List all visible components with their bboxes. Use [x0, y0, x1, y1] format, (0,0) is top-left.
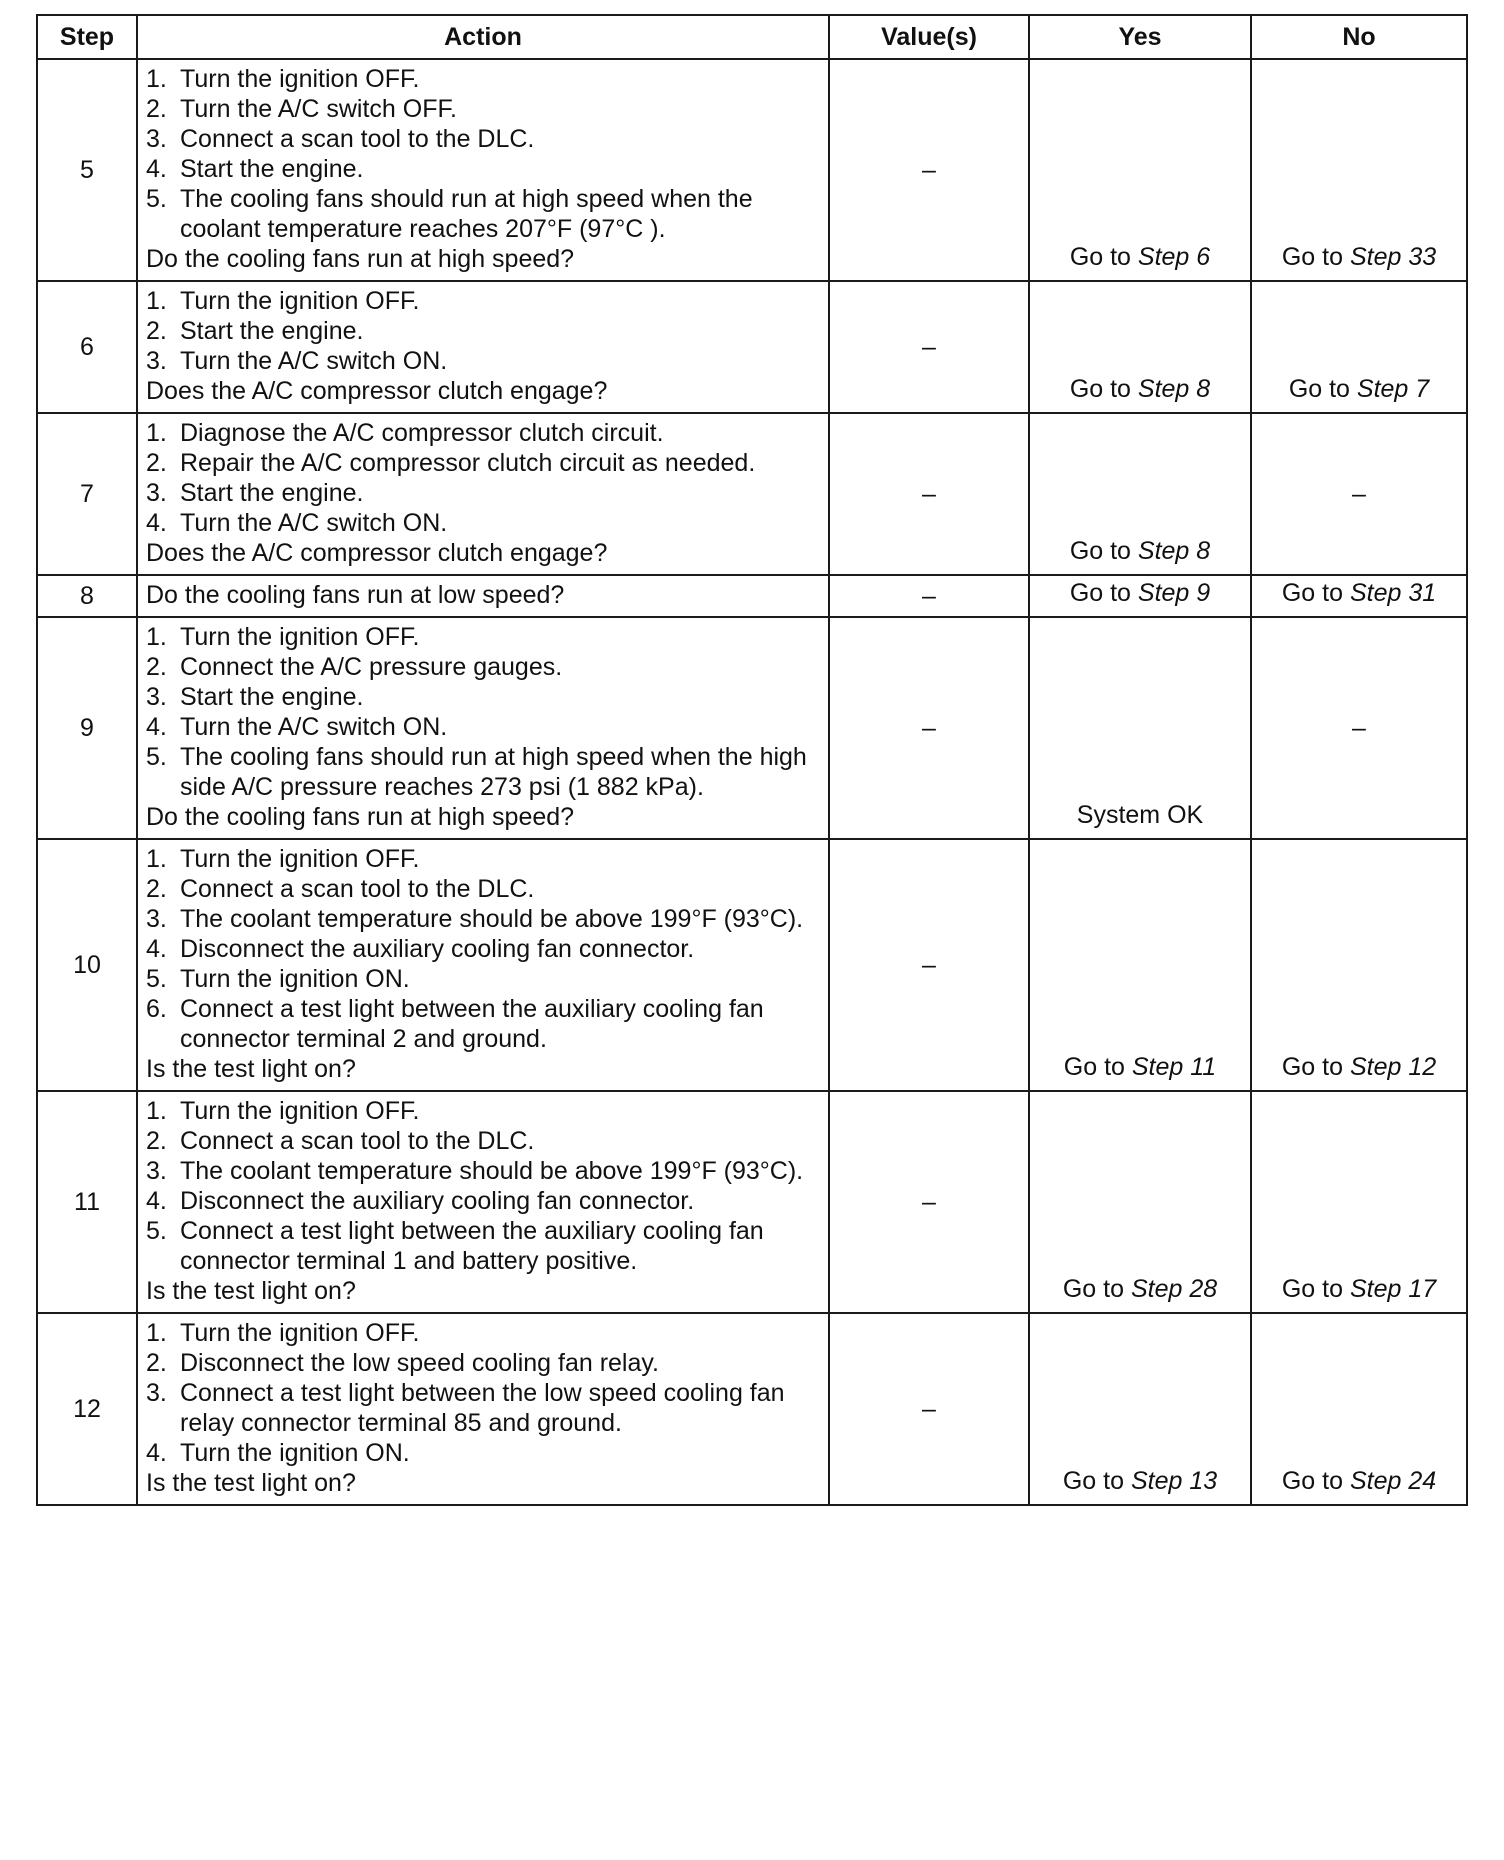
yes-goto-label: Go to [1062, 1275, 1131, 1303]
action-item-text: Turn the ignition ON. [180, 1439, 410, 1467]
value-cell: – [829, 839, 1029, 1091]
action-item-number: 4. [146, 1187, 167, 1215]
yes-goto-label: Go to [1069, 243, 1138, 271]
no-goto-step: Step 12 [1349, 1053, 1437, 1081]
action-item [146, 934, 820, 964]
action-item [146, 154, 820, 184]
yes-goto-label: Go to [1063, 1053, 1132, 1081]
yes-cell [1029, 1313, 1251, 1505]
action-item-text: Connect a scan tool to the DLC. [180, 875, 535, 903]
no-cell [1251, 575, 1467, 617]
action-item-number: 3. [146, 683, 167, 711]
action-item-number: 2. [146, 449, 167, 477]
value-cell: – [829, 413, 1029, 575]
action-item [146, 742, 820, 802]
action-cell [137, 281, 829, 413]
action-item [146, 124, 820, 154]
no-goto-label: Go to [1281, 1275, 1350, 1303]
action-item-text: Turn the ignition OFF. [180, 287, 420, 315]
action-item-text: Start the engine. [180, 479, 364, 507]
yes-cell [1029, 59, 1251, 281]
action-item-text: Diagnose the A/C compressor clutch circuit. [180, 419, 664, 447]
action-item-text: Repair the A/C compressor clutch circuit as needed. [180, 449, 756, 477]
action-list [146, 286, 820, 376]
step-number: 8 [37, 575, 137, 617]
action-item-number: 2. [146, 1127, 167, 1155]
no-result-text: – [1352, 714, 1366, 742]
action-item-number: 1. [146, 65, 167, 93]
action-item-text: Connect a scan tool to the DLC. [180, 125, 535, 153]
no-goto-step: Step 7 [1356, 375, 1430, 403]
action-item [146, 622, 820, 652]
action-list [146, 622, 820, 802]
no-goto-label: Go to [1281, 579, 1350, 607]
yes-goto-step: Step 6 [1137, 243, 1211, 271]
yes-goto-step: Step 9 [1137, 579, 1211, 607]
no-goto-step: Step 24 [1349, 1467, 1437, 1495]
action-item-text: Start the engine. [180, 317, 364, 345]
yes-goto-step: Step 8 [1137, 375, 1211, 403]
action-list [146, 844, 820, 1054]
action-item-number: 1. [146, 623, 167, 651]
action-item-number: 3. [146, 479, 167, 507]
action-question: Is the test light on? [146, 1055, 356, 1083]
yes-goto-step: Step 13 [1130, 1467, 1218, 1495]
action-item-text: Connect a test light between the auxiliary cooling fan connector terminal 2 and ground. [180, 995, 764, 1053]
no-goto-label: Go to [1281, 1467, 1350, 1495]
no-cell [1251, 413, 1467, 575]
action-item [146, 712, 820, 742]
yes-cell [1029, 1091, 1251, 1313]
action-list [146, 1096, 820, 1276]
action-cell [137, 59, 829, 281]
yes-goto-label: Go to [1069, 375, 1138, 403]
no-goto-step: Step 17 [1349, 1275, 1437, 1303]
action-item [146, 682, 820, 712]
action-item [146, 346, 820, 376]
header-yes: Yes [1029, 15, 1251, 59]
table-body [37, 59, 1467, 1505]
step-number: 12 [37, 1313, 137, 1505]
action-item [146, 994, 820, 1054]
action-item-number: 3. [146, 347, 167, 375]
header-row [37, 15, 1467, 59]
action-item [146, 964, 820, 994]
action-item-number: 4. [146, 1439, 167, 1467]
table-row [37, 413, 1467, 575]
step-number: 11 [37, 1091, 137, 1313]
yes-goto-step: Step 8 [1137, 537, 1211, 565]
no-cell [1251, 839, 1467, 1091]
no-goto-label: Go to [1288, 375, 1357, 403]
action-item-text: Turn the A/C switch ON. [180, 509, 448, 537]
action-cell [137, 617, 829, 839]
action-item-number: 4. [146, 935, 167, 963]
action-item [146, 286, 820, 316]
action-item [146, 64, 820, 94]
action-item [146, 874, 820, 904]
action-item [146, 478, 820, 508]
value-cell: – [829, 59, 1029, 281]
action-item-text: Turn the ignition OFF. [180, 623, 420, 651]
action-item-number: 6. [146, 995, 167, 1023]
action-item-number: 1. [146, 419, 167, 447]
step-number: 7 [37, 413, 137, 575]
action-item-text: Connect a scan tool to the DLC. [180, 1127, 535, 1155]
action-cell [137, 575, 829, 617]
value-cell: – [829, 1313, 1029, 1505]
action-item-number: 1. [146, 287, 167, 315]
table-row [37, 1313, 1467, 1505]
no-goto-label: Go to [1281, 1053, 1350, 1081]
action-item-text: The cooling fans should run at high speed when the coolant temperature reaches 207°F (97°C ). [180, 185, 753, 243]
action-item-text: The coolant temperature should be above 199°F (93°C). [180, 905, 804, 933]
header-action: Action [137, 15, 829, 59]
yes-cell [1029, 281, 1251, 413]
yes-cell [1029, 617, 1251, 839]
no-goto-label: Go to [1281, 243, 1350, 271]
table-row [37, 839, 1467, 1091]
action-item-text: Connect a test light between the low speed cooling fan relay connector terminal 85 and ground. [180, 1379, 785, 1437]
no-cell [1251, 1313, 1467, 1505]
action-item-number: 4. [146, 713, 167, 741]
no-goto-step: Step 31 [1349, 579, 1437, 607]
action-item-number: 1. [146, 845, 167, 873]
action-item [146, 184, 820, 244]
action-item [146, 1378, 820, 1438]
action-question: Do the cooling fans run at low speed? [146, 581, 565, 609]
value-cell: – [829, 617, 1029, 839]
yes-cell [1029, 413, 1251, 575]
action-item-number: 4. [146, 509, 167, 537]
action-item [146, 1096, 820, 1126]
action-cell [137, 1313, 829, 1505]
action-item [146, 1348, 820, 1378]
action-item-number: 2. [146, 875, 167, 903]
step-number: 5 [37, 59, 137, 281]
no-goto-step: Step 33 [1349, 243, 1437, 271]
action-item [146, 94, 820, 124]
action-cell [137, 839, 829, 1091]
action-list [146, 1318, 820, 1468]
action-item-text: Disconnect the auxiliary cooling fan connector. [180, 1187, 695, 1215]
action-item [146, 1318, 820, 1348]
yes-cell [1029, 575, 1251, 617]
yes-goto-label: Go to [1069, 579, 1138, 607]
yes-goto-label: Go to [1069, 537, 1138, 565]
yes-goto-step: Step 28 [1130, 1275, 1218, 1303]
action-item [146, 1186, 820, 1216]
action-item [146, 508, 820, 538]
action-item-number: 2. [146, 653, 167, 681]
action-item [146, 418, 820, 448]
action-item [146, 448, 820, 478]
header-step: Step [37, 15, 137, 59]
value-cell: – [829, 281, 1029, 413]
action-item-text: The coolant temperature should be above 199°F (93°C). [180, 1157, 804, 1185]
action-item-number: 2. [146, 95, 167, 123]
no-cell [1251, 617, 1467, 839]
table-row [37, 617, 1467, 839]
diagnostic-table [36, 14, 1468, 1506]
action-item-text: Turn the A/C switch ON. [180, 347, 448, 375]
action-item-text: Connect a test light between the auxiliary cooling fan connector terminal 1 and battery positive. [180, 1217, 764, 1275]
action-cell [137, 413, 829, 575]
action-item-text: Disconnect the auxiliary cooling fan connector. [180, 935, 695, 963]
action-item-text: Disconnect the low speed cooling fan relay. [180, 1349, 659, 1377]
action-list [146, 418, 820, 538]
no-cell [1251, 1091, 1467, 1313]
action-item-number: 2. [146, 317, 167, 345]
action-question: Does the A/C compressor clutch engage? [146, 539, 608, 567]
action-item [146, 1216, 820, 1276]
action-item-text: Turn the ignition OFF. [180, 1319, 420, 1347]
step-number: 9 [37, 617, 137, 839]
table-row [37, 281, 1467, 413]
yes-goto-label: Go to [1062, 1467, 1131, 1495]
action-item [146, 316, 820, 346]
action-item-text: Turn the ignition OFF. [180, 65, 420, 93]
action-item-text: Connect the A/C pressure gauges. [180, 653, 563, 681]
action-item-number: 1. [146, 1097, 167, 1125]
action-item [146, 1126, 820, 1156]
value-cell: – [829, 575, 1029, 617]
action-cell [137, 1091, 829, 1313]
action-question: Does the A/C compressor clutch engage? [146, 377, 608, 405]
action-item [146, 904, 820, 934]
value-cell: – [829, 1091, 1029, 1313]
header-values: Value(s) [829, 15, 1029, 59]
yes-result-text: System OK [1076, 801, 1204, 829]
no-result-text: – [1352, 480, 1366, 508]
table-row [37, 59, 1467, 281]
action-question: Is the test light on? [146, 1469, 356, 1497]
yes-cell [1029, 839, 1251, 1091]
action-item-number: 3. [146, 125, 167, 153]
action-item-number: 2. [146, 1349, 167, 1377]
action-item-number: 3. [146, 905, 167, 933]
yes-goto-step: Step 11 [1131, 1053, 1217, 1081]
action-item [146, 844, 820, 874]
action-item-number: 5. [146, 965, 167, 993]
action-item-text: Start the engine. [180, 155, 364, 183]
action-item-text: Turn the A/C switch ON. [180, 713, 448, 741]
action-item-text: The cooling fans should run at high speed when the high side A/C pressure reaches 273 psi (1 882 kPa). [180, 743, 807, 801]
action-item-text: Turn the ignition OFF. [180, 845, 420, 873]
no-cell [1251, 281, 1467, 413]
action-item [146, 1156, 820, 1186]
action-item [146, 652, 820, 682]
action-question: Is the test light on? [146, 1277, 356, 1305]
action-question: Do the cooling fans run at high speed? [146, 245, 575, 273]
action-item-text: Turn the ignition OFF. [180, 1097, 420, 1125]
table-row [37, 1091, 1467, 1313]
table-row [37, 575, 1467, 617]
action-item-text: Turn the ignition ON. [180, 965, 410, 993]
action-item-number: 1. [146, 1319, 167, 1347]
action-item-text: Turn the A/C switch OFF. [180, 95, 457, 123]
action-item-number: 5. [146, 185, 167, 213]
action-item-number: 3. [146, 1157, 167, 1185]
action-item [146, 1438, 820, 1468]
action-item-text: Start the engine. [180, 683, 364, 711]
no-cell [1251, 59, 1467, 281]
step-number: 6 [37, 281, 137, 413]
action-question: Do the cooling fans run at high speed? [146, 803, 575, 831]
action-item-number: 4. [146, 155, 167, 183]
action-list [146, 64, 820, 244]
header-no: No [1251, 15, 1467, 59]
step-number: 10 [37, 839, 137, 1091]
action-item-number: 5. [146, 743, 167, 771]
action-item-number: 5. [146, 1217, 167, 1245]
action-item-number: 3. [146, 1379, 167, 1407]
